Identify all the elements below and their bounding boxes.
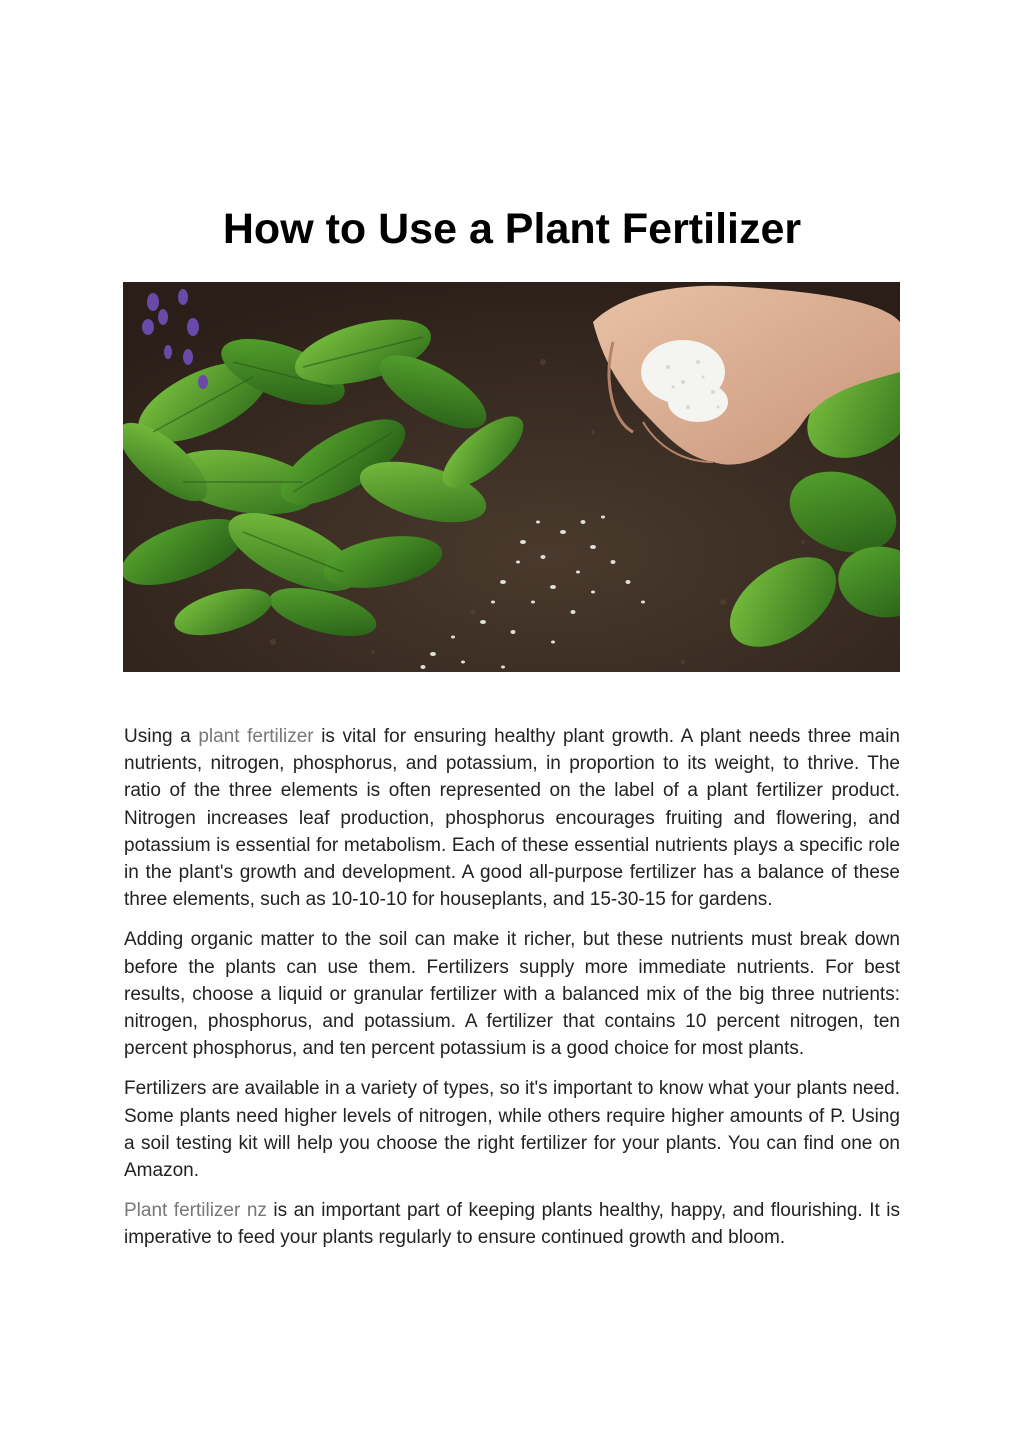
article-body [124, 723, 900, 1265]
plant-fertilizer-link[interactable]: plant fertilizer [198, 726, 314, 747]
hero-image [123, 282, 900, 672]
paragraph-3: Fertilizers are available in a variety of types, so it's important to know what your plants need. Some plants need higher levels of nitrogen, while others require higher amounts of P. Using a soil testing kit will help you choose the right fertilizer for your plants. You can find one on Amazon. [124, 1078, 900, 1182]
paragraph-2: Adding organic matter to the soil can make it richer, but these nutrients must break down before the plants can use them. Fertilizers supply more immediate nutrients. For best results, choose a liquid or granular fertilizer with a balanced mix of the big three nutrients: nitrogen, phosphorus, and potassium. A fertilizer that contains 10 percent nitrogen, ten percent phosphorus, and ten percent potassium is a good choice for most plants. [124, 929, 900, 1060]
plant-fertilizer-nz-link[interactable]: Plant fertilizer nz [124, 1200, 267, 1222]
paragraph-4-text: is an important part of keeping plants healthy, happy, and flourishing. It is imperative to feed your plants regularly to ensure continued growth and bloom. [124, 1200, 900, 1249]
paragraph-4 [124, 1197, 900, 1251]
paragraph-1 [124, 723, 900, 913]
garden-fertilizer-illustration [123, 282, 900, 672]
page-title: How to Use a Plant Fertilizer [222, 205, 802, 253]
paragraph-1-text: is vital for ensuring healthy plant growth. A plant needs three main nutrients, nitrogen, phosphorus, and potassium, in proportion to its weight, to thrive. The ratio of the three elements is often represented on the label of a plant fertilizer product. Nitrogen increases leaf production, phosphorus encourages fruiting and flowering, and potassium is essential for metabolism. Each of these essential nutrients plays a specific role in the plant's growth and development. A good all-purpose fertilizer has a balance of these three elements, such as 10-10-10 for houseplants, and 15-30-15 for gardens. [124, 726, 900, 911]
paragraph-1-lead: Using a [124, 726, 199, 747]
